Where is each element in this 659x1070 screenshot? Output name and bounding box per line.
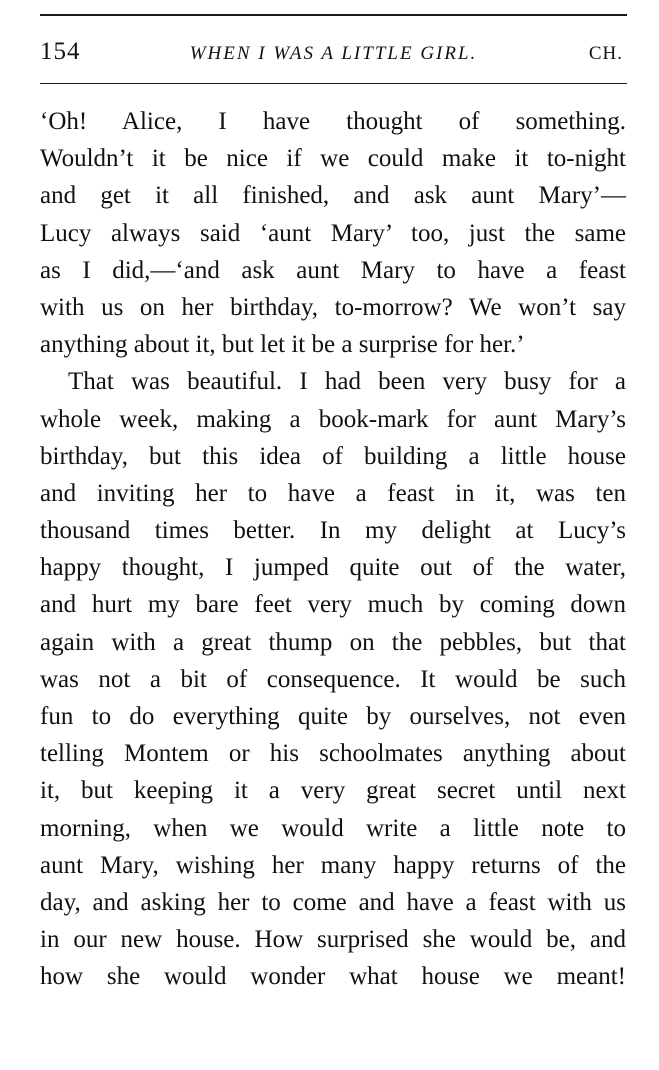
text-line: whole week, making a book-mark for aunt Mary’s bbox=[40, 405, 626, 433]
running-title: WHEN I WAS A LITTLE GIRL. bbox=[189, 43, 478, 64]
page-number: 154 bbox=[40, 38, 81, 65]
text-line bbox=[40, 1033, 626, 1070]
text-line: birthday, but this idea of building a little house bbox=[40, 442, 626, 470]
text-line: and inviting her to have a feast in it, was ten bbox=[40, 479, 626, 507]
text-line: day, and asking her to come and have a feast with us bbox=[40, 888, 626, 916]
text-line: aunt Mary, wishing her many happy returns of the bbox=[40, 851, 626, 879]
text-line: how she would wonder what house we meant! bbox=[40, 963, 626, 991]
text-line: ‘Oh! Alice, I have thought of something. bbox=[40, 108, 626, 135]
text-line: again with a great thump on the pebbles, but that bbox=[40, 628, 626, 656]
running-head bbox=[40, 38, 627, 72]
text-line: telling Montem or his schoolmates anything about bbox=[40, 740, 626, 768]
top-rule bbox=[40, 14, 627, 16]
text-line: was not a bit of consequence. It would be such bbox=[40, 665, 626, 693]
body-text bbox=[40, 103, 626, 1070]
text-line: in our new house. How surprised she would be, and bbox=[40, 926, 626, 954]
paragraph bbox=[40, 103, 626, 363]
text-line: anything about it, but let it be a surprise for her.’ bbox=[40, 331, 525, 359]
chapter-abbreviation: CH. bbox=[588, 43, 623, 64]
text-line: fun to do everything quite by ourselves, not even bbox=[40, 703, 626, 730]
text-line: morning, when we would write a little note to bbox=[40, 814, 626, 842]
text-line bbox=[40, 996, 626, 1033]
paragraph bbox=[40, 363, 626, 1070]
text-line: it, but keeping it a very great secret until next bbox=[40, 777, 626, 805]
text-line: Lucy always said ‘aunt Mary’ too, just the same bbox=[40, 219, 626, 247]
text-line: and get it all finished, and ask aunt Mary’— bbox=[40, 182, 626, 210]
text-line: thousand times better. In my delight at Lucy’s bbox=[40, 517, 626, 545]
text-line: happy thought, I jumped quite out of the water, bbox=[40, 554, 626, 582]
header-rule bbox=[40, 83, 627, 84]
text-line: and hurt my bare feet very much by coming down bbox=[40, 591, 626, 619]
text-line: Wouldn’t it be nice if we could make it to-night bbox=[40, 145, 626, 173]
text-line: That was beautiful. I had been very busy for a bbox=[68, 368, 626, 396]
text-line: with us on her birthday, to-morrow? We won’t say bbox=[40, 293, 626, 321]
text-line: as I did,—‘and ask aunt Mary to have a feast bbox=[40, 256, 626, 284]
